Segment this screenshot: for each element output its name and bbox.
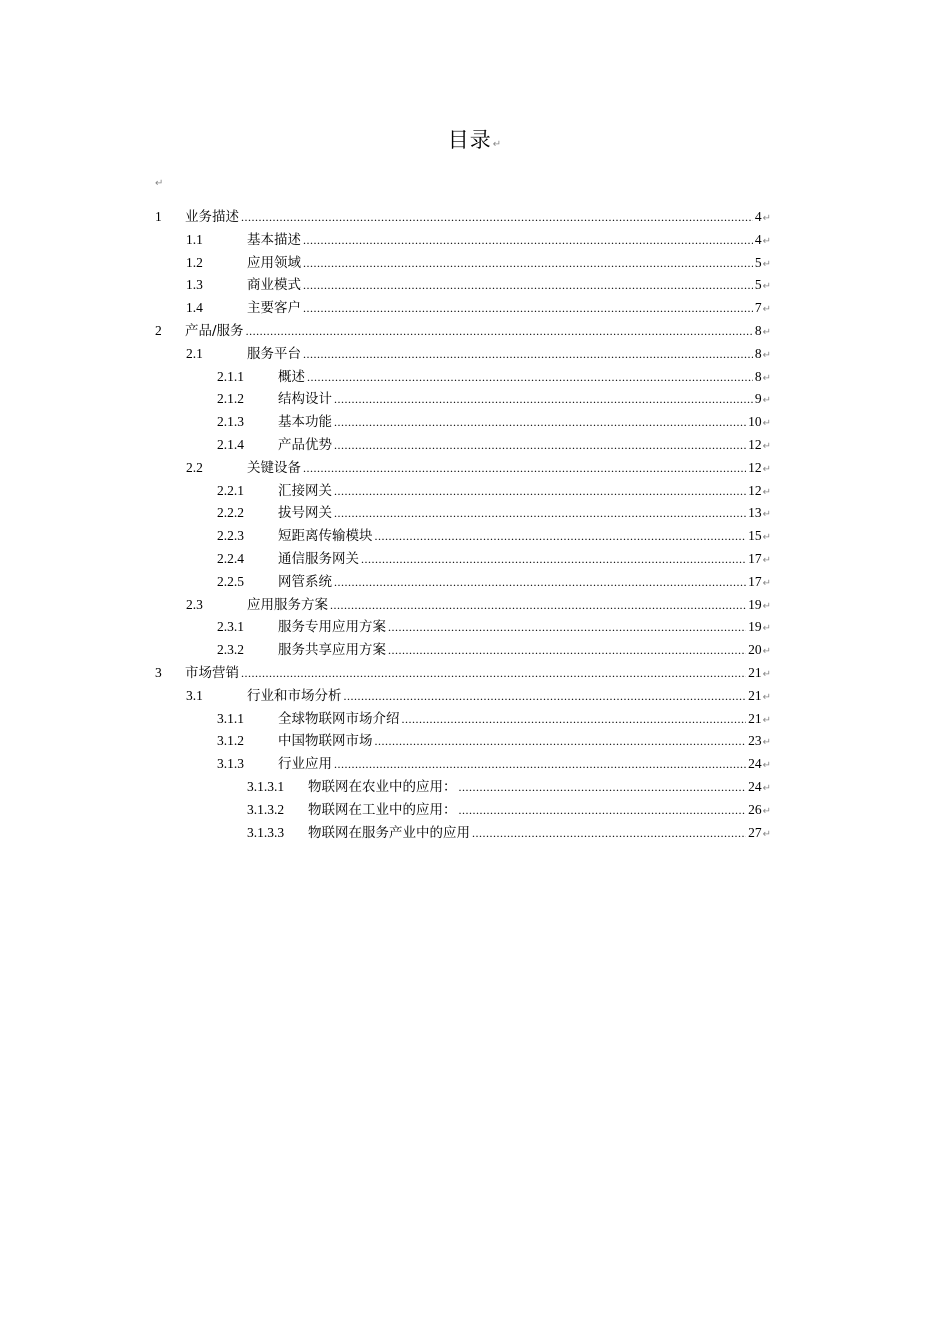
toc-entry[interactable] [155, 320, 771, 343]
toc-entry-title: 市场营销 [185, 664, 239, 681]
toc-heading [0, 124, 950, 154]
paragraph-mark-icon: ↵ [762, 760, 771, 772]
toc-entry[interactable] [155, 730, 771, 753]
toc-entry[interactable] [155, 343, 771, 366]
dot-leader [402, 708, 747, 731]
toc-entry-page: 24 [748, 778, 762, 794]
toc-entry-number: 2.1 [186, 345, 203, 361]
toc-entry-number: 2.2.4 [217, 550, 244, 566]
paragraph-mark-icon: ↵ [762, 235, 771, 247]
toc-entry-page: 15 [748, 528, 762, 544]
toc-entry-number: 3.1.1 [217, 710, 244, 726]
toc-entry-number: 2.1.2 [217, 391, 244, 407]
dot-leader [330, 594, 746, 617]
toc-entry-number: 3 [155, 664, 162, 680]
dot-leader [303, 297, 753, 320]
toc-entry-title: 关键设备 [247, 459, 301, 476]
toc-entry[interactable] [155, 708, 771, 731]
toc-entry[interactable] [155, 753, 771, 776]
toc-entry-number: 2.3.1 [217, 619, 244, 635]
paragraph-mark-icon: ↵ [762, 805, 771, 817]
toc-entry-page: 24 [748, 756, 762, 772]
toc-entry-title: 物联网在农业中的应用： [308, 778, 457, 795]
toc-entry-title: 汇接网关 [278, 482, 332, 499]
toc-entry-number: 1 [155, 209, 162, 224]
paragraph-mark-icon: ↵ [762, 828, 771, 840]
paragraph-mark-icon: ↵ [762, 623, 771, 635]
paragraph-mark-icon: ↵ [762, 600, 771, 612]
toc-entry-number: 1.2 [186, 254, 203, 270]
toc-entry-number: 2.3.2 [217, 642, 244, 658]
toc-entry-page: 17 [748, 550, 762, 566]
toc-entry-page: 4 [754, 209, 762, 224]
dot-leader [344, 685, 747, 708]
paragraph-mark-icon: ↵ [762, 349, 771, 361]
paragraph-mark-icon: ↵ [762, 463, 771, 475]
toc-entry[interactable] [155, 548, 771, 571]
toc-entry[interactable] [155, 366, 771, 389]
dot-leader [375, 730, 747, 753]
toc-entry[interactable] [155, 662, 771, 685]
table-of-contents [155, 206, 771, 844]
toc-entry[interactable] [155, 297, 771, 320]
toc-entry-page: 27 [748, 824, 762, 840]
toc-entry-title: 产品/服务 [185, 322, 244, 339]
toc-entry-number: 2.3 [186, 596, 203, 612]
toc-entry-title: 物联网在工业中的应用： [308, 801, 457, 818]
toc-entry[interactable] [155, 822, 771, 845]
dot-leader [307, 366, 753, 389]
toc-entry[interactable] [155, 457, 771, 480]
toc-entry-number: 3.1.3 [217, 756, 244, 772]
dot-leader [334, 502, 746, 525]
toc-entry-page: 12 [748, 436, 762, 452]
dot-leader [334, 480, 746, 503]
dot-leader [303, 457, 746, 480]
toc-entry-page: 8 [754, 345, 762, 361]
dot-leader [334, 753, 746, 776]
paragraph-mark-icon: ↵ [762, 668, 771, 680]
dot-leader [303, 229, 753, 252]
toc-entry-number: 3.1 [186, 687, 203, 703]
toc-entry-number: 2 [155, 322, 162, 338]
toc-entry[interactable] [155, 776, 771, 799]
toc-entry-number: 3.1.3.3 [247, 824, 285, 840]
toc-entry-title: 服务专用应用方案 [278, 619, 386, 636]
toc-entry-title: 应用服务方案 [247, 596, 328, 613]
toc-entry-page: 19 [748, 596, 762, 612]
dot-leader [241, 662, 746, 685]
paragraph-mark-icon: ↵ [762, 532, 771, 544]
toc-entry-number: 1.3 [186, 277, 203, 293]
paragraph-mark-icon: ↵ [762, 440, 771, 452]
toc-entry[interactable] [155, 502, 771, 525]
toc-entry-number: 1.1 [186, 231, 203, 247]
toc-entry[interactable] [155, 480, 771, 503]
toc-entry-title: 通信服务网关 [278, 550, 359, 567]
toc-entry-number: 3.1.3.2 [247, 801, 285, 817]
toc-entry-title: 行业和市场分析 [247, 687, 342, 704]
dot-leader [303, 343, 753, 366]
toc-entry-title: 网管系统 [278, 573, 332, 590]
dot-leader [246, 320, 753, 343]
paragraph-mark-icon: ↵ [762, 737, 771, 749]
toc-entry-page: 10 [748, 414, 762, 430]
toc-entry-page: 5 [754, 254, 762, 270]
dot-leader [303, 274, 753, 297]
paragraph-mark-icon: ↵ [492, 139, 503, 150]
toc-entry-title: 拔号网关 [278, 505, 332, 522]
toc-entry[interactable] [155, 206, 771, 229]
toc-entry-page: 21 [748, 664, 762, 680]
dot-leader [241, 206, 753, 229]
toc-entry[interactable] [155, 525, 771, 548]
toc-entry-title: 行业应用 [278, 756, 332, 773]
dot-leader [459, 776, 747, 799]
toc-entry-title: 全球物联网市场介绍 [278, 710, 400, 727]
toc-entry-page: 12 [748, 459, 762, 475]
toc-entry-title: 基本功能 [278, 414, 332, 431]
toc-entry-page: 17 [748, 573, 762, 589]
toc-entry[interactable] [155, 229, 771, 252]
paragraph-mark-icon: ↵ [762, 782, 771, 794]
toc-entry-page: 21 [748, 710, 762, 726]
paragraph-mark-icon: ↵ [762, 326, 771, 338]
paragraph-mark-icon: ↵ [762, 258, 771, 270]
dot-leader [388, 616, 746, 639]
paragraph-mark-icon: ↵ [762, 395, 771, 407]
toc-entry-title: 商业模式 [247, 277, 301, 294]
toc-entry-number: 2.2.2 [217, 505, 244, 521]
toc-entry-title: 业务描述 [185, 209, 239, 225]
paragraph-mark-icon: ↵ [762, 509, 771, 521]
paragraph-mark-icon: ↵ [762, 281, 771, 293]
toc-entry-title: 中国物联网市场 [278, 733, 373, 750]
toc-entry-title: 应用领域 [247, 254, 301, 271]
toc-entry[interactable] [155, 434, 771, 457]
toc-entry-page: 23 [748, 733, 762, 749]
dot-leader [388, 639, 746, 662]
dot-leader [472, 822, 746, 845]
toc-entry-page: 13 [748, 505, 762, 521]
toc-entry-title: 物联网在服务产业中的应用 [308, 824, 470, 841]
toc-entry[interactable] [155, 799, 771, 822]
dot-leader [459, 799, 747, 822]
paragraph-mark-icon: ↵ [155, 178, 164, 189]
toc-entry-title: 服务共享应用方案 [278, 642, 386, 659]
toc-entry[interactable] [155, 685, 771, 708]
toc-entry-page: 26 [748, 801, 762, 817]
toc-entry-page: 5 [754, 277, 762, 293]
toc-entry[interactable] [155, 594, 771, 617]
dot-leader [361, 548, 746, 571]
toc-entry-number: 3.1.2 [217, 733, 244, 749]
toc-entry-number: 3.1.3.1 [247, 778, 285, 794]
paragraph-mark-icon: ↵ [762, 714, 771, 726]
toc-entry-page: 8 [754, 322, 762, 338]
toc-entry-number: 2.2.3 [217, 528, 244, 544]
toc-entry-page: 12 [748, 482, 762, 498]
toc-entry-number: 2.2.5 [217, 573, 244, 589]
dot-leader [334, 434, 746, 457]
toc-entry-number: 2.2 [186, 459, 203, 475]
dot-leader [334, 411, 746, 434]
paragraph-mark-icon: ↵ [762, 486, 771, 498]
paragraph-mark-icon: ↵ [762, 577, 771, 589]
toc-heading-text: 目录 [447, 128, 492, 152]
dot-leader [334, 571, 746, 594]
toc-entry-title: 服务平台 [247, 345, 301, 362]
toc-entry-number: 2.1.3 [217, 414, 244, 430]
toc-entry-number: 2.1.1 [217, 368, 244, 384]
toc-entry[interactable] [155, 571, 771, 594]
toc-entry-title: 概述 [278, 368, 305, 385]
paragraph-mark-icon: ↵ [762, 213, 771, 224]
toc-entry[interactable] [155, 639, 771, 662]
dot-leader [303, 252, 753, 275]
dot-leader [375, 525, 747, 548]
toc-entry-title: 主要客户 [247, 300, 301, 317]
paragraph-mark-icon: ↵ [762, 372, 771, 384]
toc-entry-number: 2.1.4 [217, 436, 244, 452]
paragraph-mark-icon: ↵ [762, 691, 771, 703]
toc-entry-title: 基本描述 [247, 231, 301, 248]
toc-entry-title: 产品优势 [278, 436, 332, 453]
paragraph-mark-icon: ↵ [762, 418, 771, 430]
toc-entry[interactable] [155, 411, 771, 434]
toc-entry-page: 20 [748, 642, 762, 658]
dot-leader [334, 388, 753, 411]
paragraph-mark-icon: ↵ [762, 304, 771, 316]
toc-entry[interactable] [155, 388, 771, 411]
toc-entry-page: 7 [754, 300, 762, 316]
toc-entry[interactable] [155, 274, 771, 297]
toc-entry-page: 21 [748, 687, 762, 703]
toc-entry[interactable] [155, 252, 771, 275]
toc-entry-title: 短距离传输模块 [278, 528, 373, 545]
toc-entry-page: 9 [754, 391, 762, 407]
toc-entry-title: 结构设计 [278, 391, 332, 408]
paragraph-mark-icon: ↵ [762, 554, 771, 566]
paragraph-mark-icon: ↵ [762, 646, 771, 658]
toc-entry-page: 8 [754, 368, 762, 384]
toc-entry-page: 4 [754, 231, 762, 247]
toc-entry-number: 1.4 [186, 300, 203, 316]
toc-entry-number: 2.2.1 [217, 482, 244, 498]
toc-entry-page: 19 [748, 619, 762, 635]
toc-entry[interactable] [155, 616, 771, 639]
